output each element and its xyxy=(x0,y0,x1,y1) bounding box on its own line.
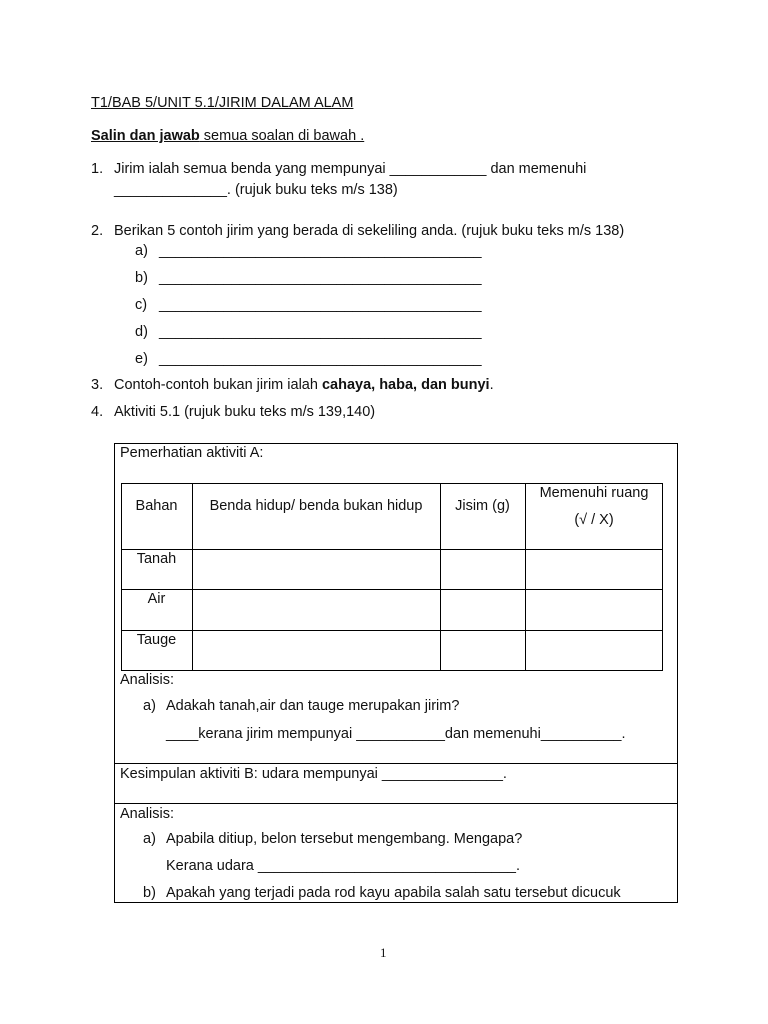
table-header-ruang: Memenuhi ruang xyxy=(539,485,649,501)
q2-item-b-blank: ________________________________________ xyxy=(159,270,482,286)
document-title: T1/BAB 5/UNIT 5.1/JIRIM DALAM ALAM xyxy=(91,95,354,111)
q2-item-b-label: b) xyxy=(135,270,148,286)
q3-number: 3. xyxy=(91,377,104,393)
table-header-benda: Benda hidup/ benda bukan hidup xyxy=(209,498,423,514)
table-row-air: Air xyxy=(147,591,166,607)
q2-item-e-blank: ________________________________________ xyxy=(159,351,482,367)
table-header-jisim: Jisim (g) xyxy=(455,498,510,514)
q2-item-c-label: c) xyxy=(135,297,148,313)
q2-item-a-blank: ________________________________________ xyxy=(159,243,482,259)
analysis2-a-answer: Kerana udara ________________________________. xyxy=(166,858,520,874)
q3-text-post: . xyxy=(489,377,494,393)
table-row-tauge: Tauge xyxy=(136,632,177,648)
q1-line2: ______________. (rujuk buku teks m/s 138) xyxy=(114,182,398,198)
analysis2-b-question: Apakah yang terjadi pada rod kayu apabila salah satu tersebut dicucuk xyxy=(166,885,621,901)
analysis2-b-label: b) xyxy=(143,885,156,901)
q1-number: 1. xyxy=(91,161,104,177)
q1-line1: Jirim ialah semua benda yang mempunyai ____________ dan memenuhi xyxy=(114,161,587,177)
q4-text: Aktiviti 5.1 (rujuk buku teks m/s 139,140) xyxy=(114,404,376,420)
q4-number: 4. xyxy=(91,404,104,420)
analysis1-a-label: a) xyxy=(143,698,156,714)
q2-item-e-label: e) xyxy=(135,351,148,367)
table-header-bahan: Bahan xyxy=(135,498,178,514)
analysis1-a-question: Adakah tanah,air dan tauge merupakan jirim? xyxy=(166,698,460,714)
q2-item-d-blank: ________________________________________ xyxy=(159,324,482,340)
q2-number: 2. xyxy=(91,223,104,239)
q3-text xyxy=(114,376,494,394)
q2-text: Berikan 5 contoh jirim yang berada di sekeliling anda. (rujuk buku teks m/s 138) xyxy=(114,223,625,239)
instruction-bold: Salin dan jawab xyxy=(91,128,200,144)
section-divider xyxy=(114,803,678,804)
table-row-divider xyxy=(121,630,663,631)
analysis2-title: Analisis: xyxy=(120,806,174,822)
instruction-rest: semua soalan di bawah . xyxy=(199,128,365,144)
q2-item-d-label: d) xyxy=(135,324,148,340)
table-row-divider xyxy=(121,589,663,590)
q2-item-a-label: a) xyxy=(135,243,148,259)
instruction xyxy=(91,127,364,145)
page-number: 1 xyxy=(380,945,387,960)
section-divider xyxy=(114,763,678,764)
table-row-divider xyxy=(121,549,663,550)
analysis2-a-question: Apabila ditiup, belon tersebut mengembang. Mengapa? xyxy=(166,831,523,847)
table-header-symbols: (√ / X) xyxy=(574,512,614,528)
analysis1-a-answer: ____kerana jirim mempunyai ___________dan memenuhi__________. xyxy=(166,726,626,742)
table-row-tanah: Tanah xyxy=(136,551,177,567)
q3-text-bold: cahaya, haba, dan bunyi xyxy=(321,377,490,393)
analysis2-a-label: a) xyxy=(143,831,156,847)
analysis1-title: Analisis: xyxy=(120,672,174,688)
q2-item-c-blank: ________________________________________ xyxy=(159,297,482,313)
q3-text-pre: Contoh-contoh bukan jirim ialah xyxy=(114,377,322,393)
observation-title: Pemerhatian aktiviti A: xyxy=(120,445,264,461)
conclusion-b: Kesimpulan aktiviti B: udara mempunyai _______________. xyxy=(120,766,507,782)
